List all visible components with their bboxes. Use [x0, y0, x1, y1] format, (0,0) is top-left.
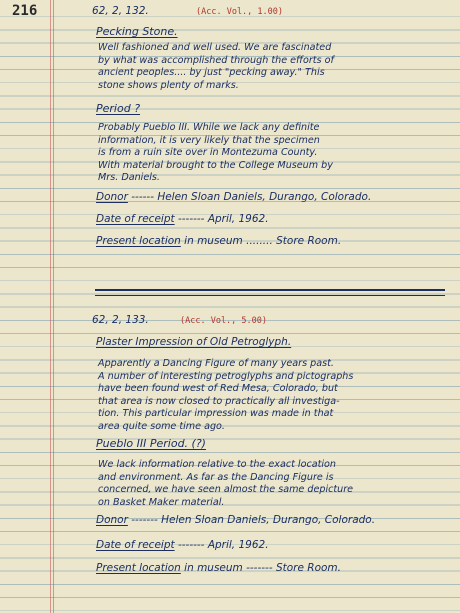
location-value: in museum ------- Store Room. [184, 562, 341, 574]
margin-line [50, 0, 51, 613]
entry-description [98, 42, 450, 92]
entry-title: Pecking Stone. [96, 25, 178, 38]
entry-description [98, 358, 450, 434]
text-line: area quite some time ago. [98, 420, 225, 432]
text-line: We lack information relative to the exact location [98, 459, 336, 470]
donor-line [96, 514, 375, 526]
text-line: tion. This particular impression was made in that [98, 408, 334, 420]
text-line: Mrs. Daniels. [98, 172, 160, 184]
text-line: With material brought to the College Museum by [98, 159, 333, 171]
text-line: stone shows plenty of marks. [98, 79, 239, 91]
catalog-number: 62, 2, 133. [92, 314, 149, 326]
entry-divider [95, 295, 445, 296]
entry-title: Plaster Impression of Old Petroglyph. [96, 336, 292, 348]
text-line: on Basket Maker material. [98, 496, 225, 508]
period-text [98, 122, 450, 185]
donor-label: Donor [96, 514, 128, 526]
text-line: Apparently a Dancing Figure of many years past. [98, 358, 334, 369]
text-line: ancient peoples.... by just "pecking away." This [98, 67, 325, 79]
receipt-label: Date of receipt [96, 539, 175, 551]
margin-line [53, 0, 54, 613]
text-line: and environment. As far as the Dancing Figure is [98, 471, 334, 483]
text-line: Probably Pueblo III. While we lack any definite [98, 122, 320, 133]
location-label: Present location [96, 235, 181, 247]
donor-label: Donor [96, 191, 128, 203]
accession-note: (Acc. Vol., 1.00) [196, 7, 283, 17]
donor-line [96, 191, 371, 203]
text-line: by what was accomplished through the efforts of [98, 54, 334, 66]
text-line: concerned, we have seen almost the same depicture [98, 484, 354, 496]
text-line: information, it is very likely that the specimen [98, 134, 320, 146]
receipt-label: Date of receipt [96, 213, 175, 225]
receipt-line [96, 213, 269, 225]
text-line: is from a ruin site over in Montezuma County. [98, 147, 318, 159]
location-value: in museum ........ Store Room. [184, 235, 342, 247]
period-heading: Pueblo III Period. (?) [96, 437, 206, 450]
text-line: have been found west of Red Mesa, Colorado, but [98, 383, 338, 395]
text-line: Well fashioned and well used. We are fascinated [98, 42, 332, 53]
period-text [98, 459, 450, 509]
receipt-value: ------- April, 1962. [177, 539, 269, 551]
entry-divider [95, 289, 445, 291]
text-line: that area is now closed to practically all investiga- [98, 395, 340, 407]
catalog-number: 62, 2, 132. [92, 5, 149, 17]
location-line [96, 562, 341, 574]
text-line: A number of interesting petroglyphs and pictographs [98, 370, 354, 382]
receipt-line [96, 539, 269, 551]
location-label: Present location [96, 562, 181, 574]
receipt-value: ------- April, 1962. [177, 213, 269, 225]
page-number: 216 [12, 3, 38, 19]
location-line [96, 235, 341, 247]
period-heading: Period ? [96, 102, 141, 115]
accession-note: (Acc. Vol., 5.00) [180, 316, 267, 326]
donor-value: ------ Helen Sloan Daniels, Durango, Colorado. [131, 191, 372, 203]
donor-value: ------- Helen Sloan Daniels, Durango, Colorado. [131, 514, 376, 526]
